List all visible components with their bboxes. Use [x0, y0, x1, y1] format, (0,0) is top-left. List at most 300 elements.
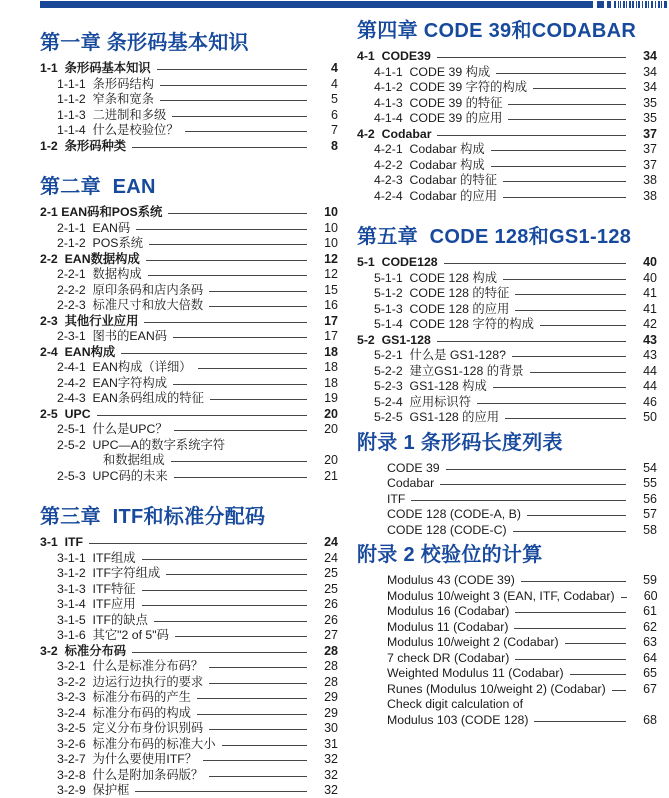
page-number: 30	[324, 721, 338, 735]
toc-entry	[357, 604, 657, 620]
toc-entry	[40, 675, 338, 691]
leader-line	[166, 574, 307, 575]
page-number: 59	[643, 573, 657, 587]
leader-line	[160, 100, 307, 101]
toc-entry	[357, 302, 657, 318]
toc-entry	[357, 476, 657, 492]
toc-entry	[40, 61, 338, 77]
entry-label: 3-2-2 边运行边执行的要求	[57, 674, 204, 689]
page-number: 12	[324, 251, 338, 266]
toc-entry	[40, 453, 338, 469]
leader-line	[503, 181, 626, 182]
barcode-bar	[623, 1, 625, 8]
toc-column-right	[357, 16, 657, 728]
leader-line	[515, 612, 626, 613]
page-number: 28	[324, 674, 338, 689]
chapter-title: 第四章 CODE 39和CODABAR	[357, 20, 637, 42]
entry-label: 5-1-4 CODE 128 字符的构成	[374, 317, 534, 331]
toc-entry	[357, 589, 657, 605]
leader-line	[209, 306, 307, 307]
leader-line	[173, 337, 307, 338]
page-number: 54	[643, 460, 657, 475]
leader-line	[142, 559, 307, 560]
toc-entry	[357, 142, 657, 158]
entry-label: 2-1-2 POS系统	[57, 236, 144, 250]
toc-entry	[40, 551, 338, 567]
leader-line	[515, 294, 626, 295]
entry-label: 1-1-2 窄条和宽条	[57, 92, 155, 106]
entry-label: 3-2-9 保护框	[57, 783, 130, 797]
leader-line	[503, 279, 626, 280]
leader-line	[508, 119, 626, 120]
entry-label: Modulus 10/weight 2 (Codabar)	[387, 635, 559, 649]
entry-label: 2-4 EAN构成	[40, 344, 116, 359]
entry-label: 3-1-1 ITF组成	[57, 550, 136, 565]
leader-line	[132, 147, 307, 148]
toc-entry	[40, 407, 338, 423]
toc-entry	[40, 582, 338, 598]
leader-line	[491, 166, 626, 167]
leader-line	[154, 621, 307, 622]
leader-line	[174, 430, 307, 431]
entry-label: 2-1 EAN码和POS系统	[40, 205, 163, 219]
entry-label: 5-1-1 CODE 128 构成	[374, 270, 498, 285]
entry-label: 3-2 标准分布码	[40, 643, 127, 658]
page-number: 56	[643, 491, 657, 506]
leader-line	[515, 310, 626, 311]
leader-line	[157, 69, 307, 70]
leader-line	[437, 341, 626, 342]
toc-entry	[357, 271, 657, 287]
toc-section	[40, 172, 338, 484]
page-number: 35	[643, 111, 657, 125]
page-number: 18	[324, 375, 338, 390]
barcode-bar	[614, 1, 616, 8]
page-number: 50	[643, 410, 657, 424]
entry-label: Codabar	[387, 476, 435, 490]
page-number: 38	[643, 173, 657, 187]
entry-label: 5-1-2 CODE 128 的特征	[374, 286, 510, 300]
entry-label: ITF	[387, 491, 406, 506]
entry-label: 2-5 UPC	[40, 406, 91, 421]
entry-label: 4-2-1 Codabar 构成	[374, 142, 485, 156]
leader-line	[97, 415, 307, 416]
leader-line	[174, 477, 307, 478]
page-number: 26	[324, 612, 338, 627]
entry-label: 3-2-7 为什么要使用ITF？	[57, 752, 198, 766]
entry-label: 5-1-3 CODE 128 的应用	[374, 301, 510, 316]
entry-label: 4-1-3 CODE 39 的特征	[374, 95, 503, 110]
leader-line	[209, 729, 307, 730]
entry-label: Weighted Modulus 11 (Codabar)	[387, 666, 564, 680]
toc-entry	[40, 329, 338, 345]
page-number: 20	[324, 406, 338, 421]
page-number: 24	[324, 550, 338, 565]
toc-entry	[40, 345, 338, 361]
leader-line	[540, 325, 626, 326]
toc-entry	[357, 127, 657, 143]
toc-section	[357, 222, 657, 426]
chapter-title: 第三章 ITF和标准分配码	[40, 506, 266, 528]
toc-entry	[357, 286, 657, 302]
barcode-bar	[597, 1, 604, 8]
chapter-title: 第二章 EAN	[40, 176, 156, 198]
page-number: 4	[331, 76, 338, 91]
leader-line	[168, 213, 307, 214]
leader-line	[148, 275, 307, 276]
page-number: 34	[643, 49, 657, 63]
entry-label: CODE 128 (CODE-C)	[387, 522, 507, 537]
page-number: 29	[324, 690, 338, 704]
page-number: 34	[643, 80, 657, 94]
toc-entry	[357, 364, 657, 380]
page-number: 31	[324, 736, 338, 751]
barcode-bar	[645, 1, 647, 8]
barcode-bar	[629, 1, 631, 8]
leader-line	[411, 500, 626, 501]
toc-entry	[357, 111, 657, 127]
entry-label: 3-1-2 ITF字符组成	[57, 566, 161, 580]
barcode-bar	[638, 1, 640, 8]
entry-label: 2-2-3 标准尺寸和放大倍数	[57, 298, 204, 312]
entry-label: 2-4-2 EAN字符构成	[57, 375, 168, 390]
leader-line	[514, 628, 626, 629]
page-number: 55	[643, 476, 657, 490]
toc-entry	[40, 422, 338, 438]
toc-entry	[40, 737, 338, 753]
toc-entry	[40, 108, 338, 124]
leader-line	[175, 636, 307, 637]
toc-entry	[357, 173, 657, 189]
entry-label: 4-2-3 Codabar 的特征	[374, 173, 498, 187]
leader-line	[477, 403, 626, 404]
page-number: 18	[324, 344, 338, 359]
entry-label: 4-1-2 CODE 39 字符的构成	[374, 80, 528, 94]
page-number: 20	[324, 453, 338, 467]
entry-label: 4-2-2 Codabar 构成	[374, 157, 485, 172]
chapter-title: 第五章 CODE 128和GS1-128	[357, 226, 632, 248]
toc-entry	[357, 395, 657, 411]
leader-line	[505, 418, 626, 419]
entry-label: 2-2 EAN数据构成	[40, 251, 140, 266]
page-number: 63	[643, 635, 657, 649]
leader-line	[513, 531, 626, 532]
toc-entry	[357, 635, 657, 651]
entry-label: 2-3-1 图书的EAN码	[57, 329, 168, 343]
entry-label: Check digit calculation of	[387, 697, 524, 711]
page-number: 64	[643, 650, 657, 665]
leader-line	[149, 244, 307, 245]
entry-label: 3-2-3 标准分布码的产生	[57, 690, 191, 704]
page-number: 32	[324, 783, 338, 797]
entry-label: 和数据组成	[103, 453, 165, 467]
page-number: 68	[643, 712, 657, 727]
toc-entry	[40, 721, 338, 737]
leader-line	[89, 543, 307, 544]
page-number: 20	[324, 422, 338, 436]
page-number: 57	[643, 507, 657, 521]
toc-entry	[40, 123, 338, 139]
toc-entry	[40, 139, 338, 155]
leader-line	[210, 399, 307, 400]
leader-line	[530, 372, 626, 373]
leader-line	[144, 322, 307, 323]
entry-label: CODE 128 (CODE-A, B)	[387, 507, 521, 521]
barcode-decoration	[40, 1, 669, 8]
toc-entry	[40, 469, 338, 485]
entry-label: 2-5-3 UPC码的未来	[57, 468, 168, 483]
toc-entry	[357, 620, 657, 636]
entry-label: 7 check DR (Codabar)	[387, 650, 510, 665]
barcode-bar	[636, 1, 637, 8]
leader-line	[197, 698, 307, 699]
toc-entry	[40, 783, 338, 798]
entry-label: 1-1-4 什么是校验位？	[57, 123, 179, 137]
page-number: 7	[331, 123, 338, 137]
page-number: 65	[643, 666, 657, 680]
page-number: 44	[643, 379, 657, 393]
page-number: 62	[643, 619, 657, 634]
barcode-bar	[618, 1, 619, 8]
toc-entry	[40, 221, 338, 237]
page-number: 37	[643, 157, 657, 172]
toc-entry	[357, 80, 657, 96]
page-number: 32	[324, 767, 338, 782]
leader-line	[508, 104, 626, 105]
page-number: 10	[324, 205, 338, 219]
toc-entry	[40, 613, 338, 629]
toc-entry	[357, 666, 657, 682]
toc-entry	[40, 236, 338, 252]
entry-label: 2-5-2 UPC—A的数字系统字符	[57, 437, 226, 452]
entry-label: 2-2-2 原印条码和店内条码	[57, 282, 204, 297]
entry-label: 5-2-3 GS1-128 构成	[374, 379, 487, 393]
leader-line	[621, 597, 627, 598]
entry-label: 3-2-1 什么是标准分布码？	[57, 659, 204, 673]
page-number: 38	[643, 188, 657, 203]
page-number: 27	[324, 628, 338, 642]
entry-label: 2-1-1 EAN码	[57, 220, 131, 235]
toc-entry	[357, 49, 657, 65]
page-number: 6	[331, 107, 338, 122]
entry-label: 3-1 ITF	[40, 535, 84, 549]
entry-label: 5-2-1 什么是 GS1-128?	[374, 348, 506, 362]
page-number: 41	[643, 286, 657, 300]
toc-entry	[357, 507, 657, 523]
toc-entry	[40, 92, 338, 108]
entry-label: 4-1-4 CODE 39 的应用	[374, 111, 503, 125]
leader-line	[222, 745, 307, 746]
leader-line	[512, 356, 626, 357]
leader-line	[136, 229, 307, 230]
entry-label: 3-1-4 ITF应用	[57, 597, 136, 611]
leader-line	[440, 484, 626, 485]
entry-label: 3-2-4 标准分布码的构成	[57, 705, 191, 720]
entry-label: Modulus 43 (CODE 39)	[387, 573, 515, 587]
toc-entry	[40, 283, 338, 299]
toc-entry	[40, 690, 338, 706]
barcode-bar	[661, 1, 662, 8]
entry-label: 1-1-1 条形码结构	[57, 76, 155, 91]
page-number: 17	[324, 329, 338, 343]
page-number: 15	[324, 282, 338, 297]
leader-line	[172, 116, 307, 117]
leader-line	[515, 659, 626, 660]
page-number: 35	[643, 95, 657, 110]
page-number: 28	[324, 643, 338, 658]
toc-entry	[357, 573, 657, 589]
entry-label: Modulus 11 (Codabar)	[387, 619, 509, 634]
page-number: 25	[324, 581, 338, 596]
entry-label: Modulus 10/weight 3 (EAN, ITF, Codabar)	[387, 588, 615, 603]
toc-entry	[40, 314, 338, 330]
leader-line	[491, 150, 626, 151]
toc-entry	[40, 438, 338, 454]
barcode-bar	[642, 1, 643, 8]
leader-line	[197, 714, 307, 715]
page-number: 58	[643, 522, 657, 537]
entry-label: 5-2-2 建立GS1-128 的背景	[374, 363, 524, 378]
page-number: 34	[643, 64, 657, 79]
page-number: 19	[324, 391, 338, 405]
barcode-bar	[632, 1, 634, 8]
barcode-bar	[40, 1, 593, 8]
page-number: 24	[324, 535, 338, 549]
leader-line	[209, 776, 307, 777]
leader-line	[121, 353, 307, 354]
toc-entry	[357, 65, 657, 81]
toc-entry	[40, 768, 338, 784]
toc-entry	[40, 391, 338, 407]
leader-line	[437, 57, 626, 58]
page-number: 26	[324, 597, 338, 611]
leader-line	[209, 667, 307, 668]
page-number: 17	[324, 313, 338, 328]
toc-entry	[357, 379, 657, 395]
leader-line	[203, 760, 307, 761]
toc-entry	[40, 706, 338, 722]
toc-entry	[357, 158, 657, 174]
toc-section	[40, 502, 338, 798]
leader-line	[146, 260, 307, 261]
leader-line	[209, 683, 307, 684]
leader-line	[565, 643, 626, 644]
toc-column-left	[40, 28, 338, 798]
entry-label: Modulus 16 (Codabar)	[387, 604, 510, 618]
page-number: 5	[331, 92, 338, 106]
leader-line	[185, 131, 307, 132]
leader-line	[521, 581, 626, 582]
page-number: 25	[324, 566, 338, 580]
toc-entry	[40, 597, 338, 613]
toc-entry	[40, 267, 338, 283]
page-number: 67	[643, 681, 657, 696]
toc-entry	[40, 77, 338, 93]
leader-line	[496, 73, 626, 74]
toc-entry	[40, 298, 338, 314]
toc-entry	[357, 651, 657, 667]
page-number: 4	[331, 61, 338, 75]
leader-line	[503, 197, 626, 198]
entry-label: 3-1-5 ITF的缺点	[57, 612, 148, 627]
toc-entry	[40, 376, 338, 392]
toc-entry	[40, 566, 338, 582]
toc-entry	[357, 461, 657, 477]
barcode-bar	[651, 1, 653, 8]
toc-entry	[357, 317, 657, 333]
leader-line	[570, 674, 626, 675]
entry-label: 3-1-6 其它"2 of 5"码	[57, 628, 169, 642]
entry-label: 3-2-5 定义分布身份识别码	[57, 721, 204, 735]
toc-section	[357, 540, 657, 728]
leader-line	[132, 652, 307, 653]
entry-label: CODE 39	[387, 460, 440, 475]
leader-line	[527, 515, 626, 516]
leader-line	[171, 461, 308, 462]
entry-label: 5-2-4 应用标识符	[374, 394, 472, 409]
leader-line	[437, 135, 626, 136]
page-number: 10	[324, 220, 338, 235]
toc-entry	[40, 252, 338, 268]
entry-label: 4-1-1 CODE 39 构成	[374, 64, 491, 79]
entry-label: Modulus 103 (CODE 128)	[387, 712, 529, 727]
page-number: 16	[324, 298, 338, 312]
leader-line	[493, 387, 626, 388]
entry-label: 1-2 条形码种类	[40, 138, 127, 153]
toc-section	[357, 428, 657, 539]
entry-label: 1-1-3 二进制和多级	[57, 107, 167, 122]
toc-entry	[357, 682, 657, 698]
leader-line	[135, 791, 307, 792]
toc-entry	[357, 333, 657, 349]
toc-entry	[40, 535, 338, 551]
toc-entry	[40, 360, 338, 376]
entry-label: 4-2-4 Codabar 的应用	[374, 188, 498, 203]
page-number: 37	[643, 142, 657, 156]
page-number: 46	[643, 394, 657, 409]
barcode-bar	[620, 1, 621, 8]
leader-line	[160, 85, 307, 86]
barcode-bar	[658, 1, 660, 8]
leader-line	[612, 690, 626, 691]
toc-entry	[40, 628, 338, 644]
toc-entry	[357, 492, 657, 508]
entry-label: 2-4-3 EAN条码组成的特征	[57, 391, 204, 405]
entry-label: 2-2-1 数据构成	[57, 267, 142, 281]
leader-line	[198, 368, 307, 369]
toc-section	[40, 28, 338, 154]
barcode-bar	[655, 1, 656, 8]
entry-label: 4-2 Codabar	[357, 126, 432, 141]
leader-line	[533, 88, 626, 89]
toc-entry	[357, 713, 657, 729]
toc-entry	[357, 255, 657, 271]
toc-entry	[40, 205, 338, 221]
toc-entry	[40, 659, 338, 675]
appendix-title: 附录 2 校验位的计算	[357, 544, 543, 566]
page-number: 41	[643, 301, 657, 316]
page-number: 28	[324, 659, 338, 673]
appendix-title: 附录 1 条形码长度列表	[357, 431, 563, 454]
chapter-title: 第一章 条形码基本知识	[40, 32, 249, 54]
leader-line	[142, 605, 307, 606]
page-number: 29	[324, 705, 338, 720]
leader-line	[446, 469, 626, 470]
leader-line	[173, 384, 307, 385]
entry-label: 3-1-3 ITF特征	[57, 581, 136, 596]
toc-entry	[357, 697, 657, 713]
entry-label: 3-2-6 标准分布码的标准大小	[57, 736, 216, 751]
